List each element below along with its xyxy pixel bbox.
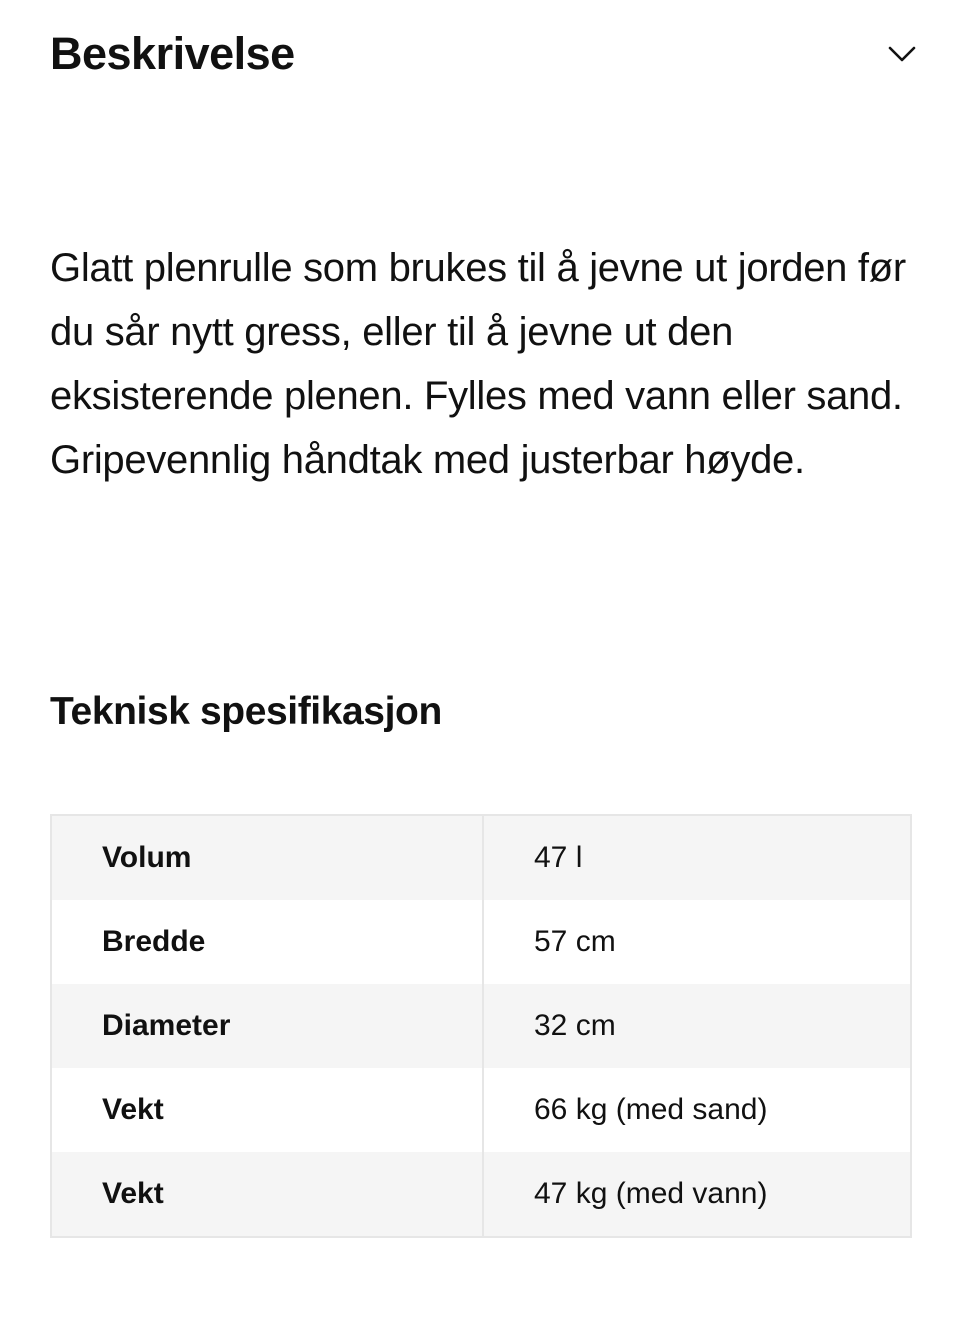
- spec-row-diameter: [51, 984, 911, 1068]
- section-title: Beskrivelse: [50, 28, 295, 79]
- spec-row-weight-sand: [51, 1068, 911, 1152]
- spec-row-width: [51, 900, 911, 984]
- spec-value: 47 kg (med vann): [483, 1152, 911, 1237]
- spec-label: Vekt: [51, 1068, 483, 1152]
- spec-label: Vekt: [51, 1152, 483, 1237]
- spec-label: Diameter: [51, 984, 483, 1068]
- product-description: Glatt plenrulle som brukes til å jevne ut jorden før du sår nytt gress, eller til å jevne ut den eksisterende plenen. Fylles med vann eller sand. Gripevennlig håndtak med justerbar høyde.: [50, 246, 906, 482]
- spec-title: Teknisk spesifikasjon: [50, 690, 442, 733]
- spec-row-volume: [51, 815, 911, 900]
- spec-row-weight-water: [51, 1152, 911, 1237]
- spec-value: 66 kg (med sand): [483, 1068, 911, 1152]
- description-accordion-header[interactable]: [50, 22, 910, 86]
- spec-value: 47 l: [483, 815, 911, 900]
- spec-label: Volum: [51, 815, 483, 900]
- spec-value: 57 cm: [483, 900, 911, 984]
- spec-value: 32 cm: [483, 984, 911, 1068]
- spec-table: [50, 814, 912, 1238]
- chevron-down-icon[interactable]: [882, 34, 922, 74]
- spec-label: Bredde: [51, 900, 483, 984]
